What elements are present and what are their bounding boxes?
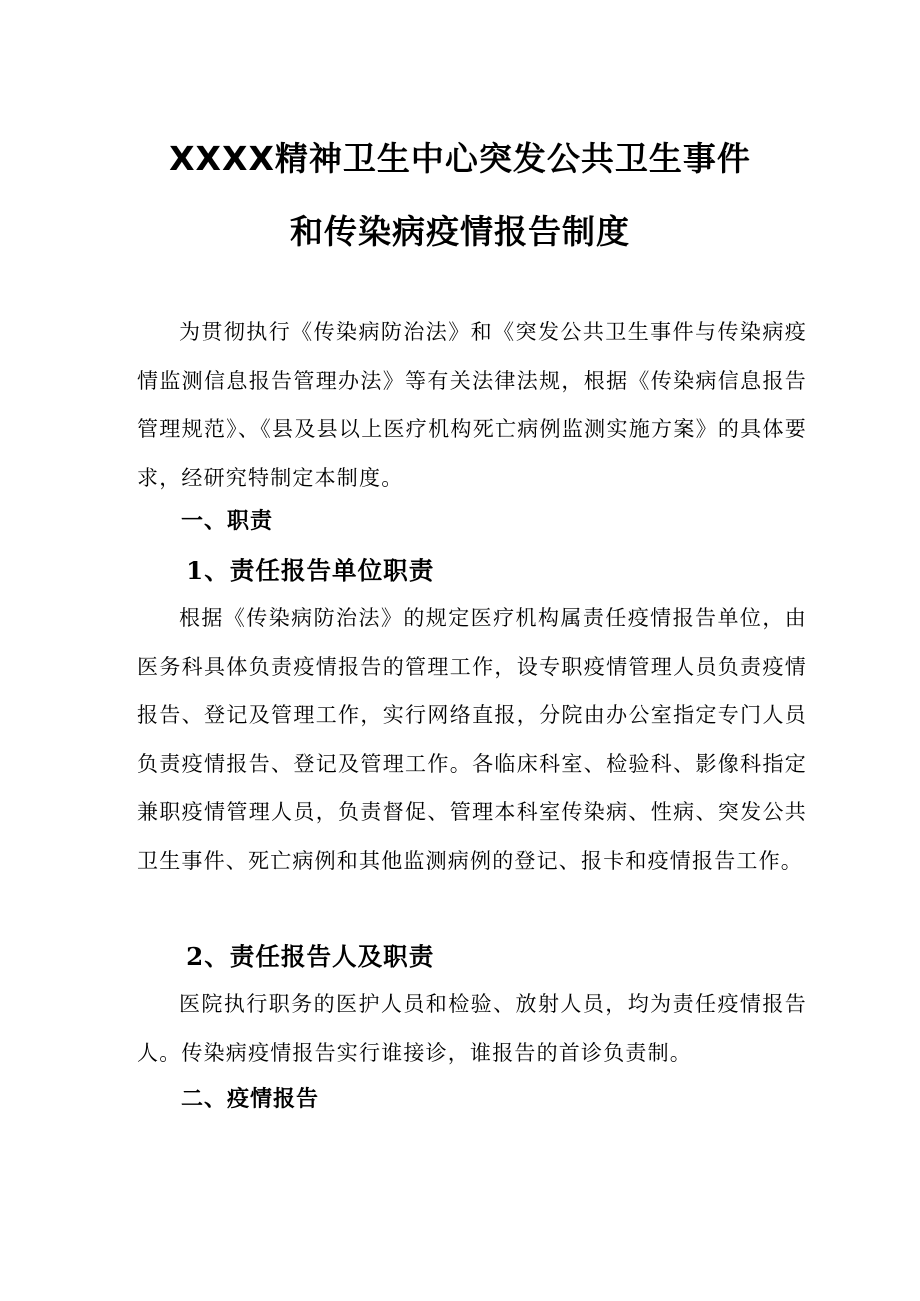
subheading-reporter-duties: 2、责任报告人及职责	[186, 942, 435, 971]
paragraph-reporting-unit-duties: 根据《传染病防治法》的规定医疗机构属责任疫情报告单位，由医务科具体负责疫情报告的管理工作，设专职疫情管理人员负责疫情报告、登记及管理工作，实行网络直报，分院由办公室指定专门人员负责疫情报告、登记及管理工作。各临床科室、检验科、影像科指定兼职疫情管理人员，负责督促、管理本科室传染病、性病、突发公共卫生事件、死亡病例和其他监测病例的登记、报卡和疫情报告工作。	[137, 606, 807, 873]
subheading-reporting-unit-duties: 1、责任报告单位职责	[186, 556, 435, 585]
document-title-line-2: 和传染病疫情报告制度	[290, 212, 630, 251]
intro-paragraph: 为贯彻执行《传染病防治法》和《突发公共卫生事件与传染病疫情监测信息报告管理办法》等有关法律法规，根据《传染病信息报告管理规范》、《县及县以上医疗机构死亡病例监测实施方案》的具体要求，经研究特制定本制度。	[137, 320, 807, 490]
document-title-line-1: XXXX精神卫生中心突发公共卫生事件	[169, 139, 751, 178]
section-heading-epidemic-report: 二、疫情报告	[181, 1087, 320, 1112]
section-heading-duties: 一、职责	[181, 509, 274, 534]
paragraph-reporter-duties: 医院执行职务的医护人员和检验、放射人员，均为责任疫情报告人。传染病疫情报告实行谁接诊，谁报告的首诊负责制。	[137, 992, 807, 1065]
